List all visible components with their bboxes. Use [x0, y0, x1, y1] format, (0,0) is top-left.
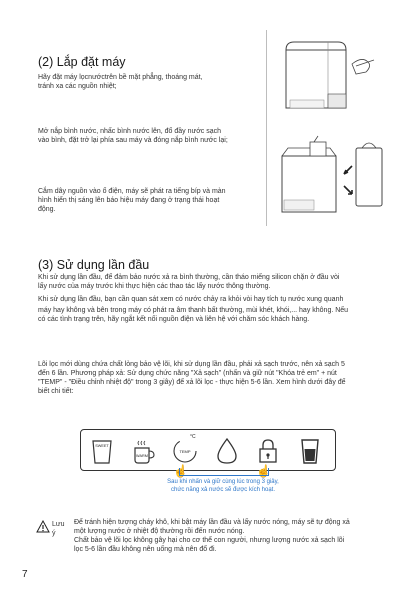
- celsius-label: °C: [190, 434, 196, 440]
- text-line: Khi sử dụng lần đầu, để đảm bảo nước xả ra bình thường, cần tháo miếng silicon chặn ở đầu vòi: [38, 274, 340, 281]
- section-3-title: (3) Sử dụng lần đầu: [38, 258, 150, 272]
- hand-pointer-icon: ☝: [256, 464, 271, 478]
- cold-water-button[interactable]: [295, 436, 325, 466]
- text-line: Hãy đặt máy lọcnướctrên bề mặt phẳng, thoáng mát,: [38, 74, 203, 81]
- section-2-paragraph-3: [38, 187, 226, 214]
- section-2-paragraph-2: [38, 127, 228, 145]
- text-line: "TEMP" - "Điều chỉnh nhiệt độ" trong 3 giây) để xả lõi lọc - thực hiện 5-6 lần. Xem hình dưới đây để: [38, 379, 346, 386]
- temp-label: TEMP: [179, 449, 191, 454]
- note-label: [52, 520, 68, 538]
- section-3-paragraph-1: [38, 273, 339, 291]
- text-line: Mở nắp bình nước, nhấc bình nước lên, đổ đầy nước sạch: [38, 128, 222, 135]
- cup-icon: [87, 436, 117, 466]
- press-together-bracket: [179, 468, 269, 476]
- control-panel: [80, 429, 336, 471]
- warm-button[interactable]: [129, 436, 159, 466]
- glass-icon: [295, 436, 325, 466]
- text-line: Lõi lọc mới dùng chứa chất lỏng bảo vệ lõi, khi sử dụng lần đầu, phải xả sạch trước, nên xả sạch 5: [38, 361, 345, 368]
- temp-button[interactable]: [170, 436, 200, 466]
- text-line: đến 6 lần. Phương pháp xả: Sử dụng chức năng "Xả sạch" (nhấn và giữ nút "Khóa trẻ em" + nút: [38, 370, 337, 377]
- sweet-button[interactable]: [87, 436, 117, 466]
- page-number: 7: [22, 569, 28, 580]
- warm-label: WARM: [136, 454, 148, 458]
- flush-hint: [128, 479, 318, 494]
- text-line: Chất bảo vệ lõi lọc không gây hại cho cơ thể con người, nhưng lượng nước xả sạch lõi: [74, 537, 345, 544]
- hint-line: Sau khi nhấn và giữ cùng lúc trong 3 giây,: [167, 479, 279, 485]
- text-line: vào bình, đặt trở lại phía sau máy và đóng nắp bình nước lại;: [38, 137, 228, 144]
- text-line: Lưu: [52, 521, 65, 528]
- text-line: Cắm dây nguồn vào ổ điện, máy sẽ phát ra tiếng bíp và màn: [38, 188, 226, 195]
- water-tank-illustration: [276, 134, 388, 218]
- text-line: Khi sử dụng lần đầu, bạn cần quan sát xem có nước chảy ra khỏi vòi hay tích tụ nước xung quanh: [38, 296, 344, 303]
- section-2-title: (2) Lắp đặt máy: [38, 55, 126, 69]
- hint-line: chức năng xả nước sẽ được kích hoạt.: [171, 486, 275, 493]
- warm-cup-icon: [129, 436, 159, 466]
- text-line: máy hay không và bên trong máy có phát ra âm thanh bất thường, mùi khét, khói,... hay không. Nếu: [38, 307, 349, 314]
- text-line: hình hiển thị sáng lên báo hiệu máy đang ở trạng thái hoạt: [38, 197, 220, 204]
- text-line: có các tình trạng trên, hãy ngắt kết nối nguồn điện và liên hệ với chăm sóc khách hàng.: [38, 316, 310, 323]
- section-3-paragraph-3: [38, 360, 346, 396]
- lock-icon: [253, 436, 283, 466]
- note-text: [74, 518, 350, 554]
- water-dispense-button[interactable]: [212, 436, 242, 466]
- section-3-paragraph-2: [38, 295, 348, 324]
- child-lock-button[interactable]: [253, 436, 283, 466]
- text-line: động.: [38, 206, 56, 213]
- water-drop-icon: [212, 436, 242, 466]
- section-2-paragraph-1: [38, 73, 203, 91]
- text-line: Để tránh hiện tượng cháy khô, khi bật máy lần đầu và lấy nước nóng, máy sẽ tự động xả: [74, 519, 350, 526]
- text-line: tránh xa các nguồn nhiệt;: [38, 83, 117, 90]
- hand-pointer-icon: ☝: [173, 464, 188, 478]
- divider-line: [266, 30, 267, 226]
- sweet-label: SWEET: [95, 444, 109, 448]
- text-line: ý: [52, 530, 56, 537]
- text-line: lấy nước của máy trước khi thực hiện các thao tác lấy nước thông thường.: [38, 283, 271, 290]
- text-line: biết chi tiết:: [38, 388, 74, 395]
- machine-placement-illustration: [276, 36, 386, 116]
- text-line: lọc 5-6 lần đầu không nên uống mà nên đổ đi.: [74, 546, 217, 553]
- text-line: một lượng nước ở nhiệt độ thường rồi đến nước nóng.: [74, 528, 245, 535]
- warning-icon: [36, 520, 50, 533]
